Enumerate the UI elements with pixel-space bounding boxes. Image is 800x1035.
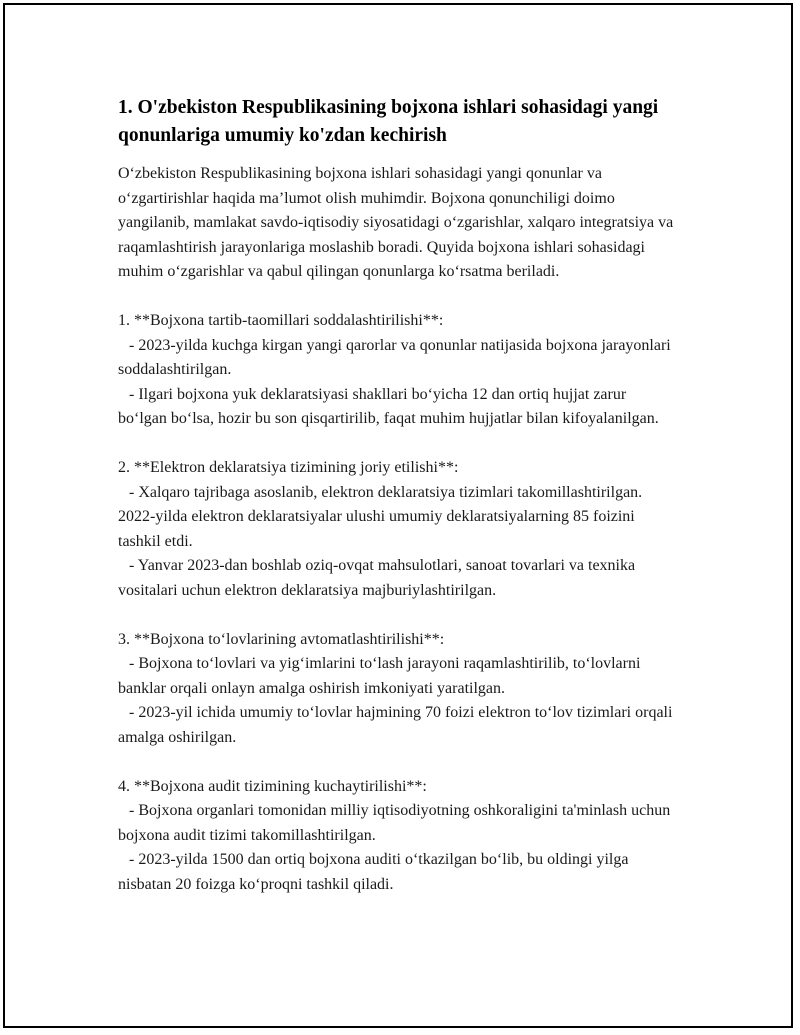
intro-paragraph: O‘zbekiston Respublikasining bojxona ishlari sohasidagi yangi qonunlar va o‘zgartirishlar haqida ma’lumot olish muhimdir. Bojxona qonunchiligi doimo yangilanib, mamlakat savdo-iqtisodiy siyosatidagi o‘zgarishlar, xalqaro integratsiya va raqamlashtirish jarayonlariga moslashib boradi. Quyida bojxona ishlari sohasidagi muhim o‘zgarishlar va qabul qilingan qonunlarga ko‘rsatma beriladi. <box>118 165 674 280</box>
section-title: 3. **Bojxona to‘lovlarining avtomatlashtirilishi**: <box>118 630 445 648</box>
bullet-item: - Ilgari bojxona yuk deklaratsiyasi shakllari bo‘yicha 12 dan ortiq hujjat zarur bo‘lgan bo‘lsa, hozir bu son qisqartirilib, faqat muhim hujjatlar bilan kifoyalanilgan. <box>118 385 659 427</box>
section-3 <box>118 628 678 751</box>
bullet-item: - 2023-yilda 1500 dan ortiq bojxona auditi o‘tkazilgan bo‘lib, bu oldingi yilga nisbatan 20 foizga ko‘proqni tashkil qiladi. <box>118 851 629 893</box>
bullet-item: - Bojxona to‘lovlari va yig‘imlarini to‘lash jarayoni raqamlashtirilib, to‘lovlarni banklar orqali onlayn amalga oshirish imkoniyati yaratilgan. <box>118 655 641 697</box>
bullet-item: - 2023-yilda kuchga kirgan yangi qarorlar va qonunlar natijasida bojxona jarayonlari soddalashtirilgan. <box>118 336 671 378</box>
section-title: 2. **Elektron deklaratsiya tizimining joriy etilishi**: <box>118 459 459 476</box>
bullet-item: - Yanvar 2023-dan boshlab oziq-ovqat mahsulotlari, sanoat tovarlari va texnika vositalari uchun elektron deklaratsiya majburiylashtirilgan. <box>118 557 636 599</box>
section-4 <box>118 775 678 898</box>
bullet-item: - Bojxona organlari tomonidan milliy iqtisodiyotning oshkoraligini ta'minlash uchun bojxona audit tizimi takomillashtirilgan. <box>118 802 671 844</box>
document-title: 1. O'zbekiston Respublikasining bojxona ishlari sohasidagi yangi qonunlariga umumiy ko'zdan kechirish <box>118 97 659 146</box>
section-title: 1. **Bojxona tartib-taomillari soddalashtirilishi**: <box>118 312 444 329</box>
document-body <box>118 94 678 922</box>
section-title: 4. **Bojxona audit tizimining kuchaytirilishi**: <box>118 777 427 795</box>
section-1 <box>118 309 678 432</box>
section-2 <box>118 456 678 603</box>
bullet-item: - 2023-yil ichida umumiy to‘lovlar hajmining 70 foizi elektron to‘lov tizimlari orqali amalga oshirilgan. <box>118 704 673 746</box>
bullet-item: - Xalqaro tajribaga asoslanib, elektron deklaratsiya tizimlari takomillashtirilgan. 2022-yilda elektron deklaratsiyalar ulushi umumiy deklaratsiyalarning 85 foizini tashkil etdi. <box>118 483 643 550</box>
